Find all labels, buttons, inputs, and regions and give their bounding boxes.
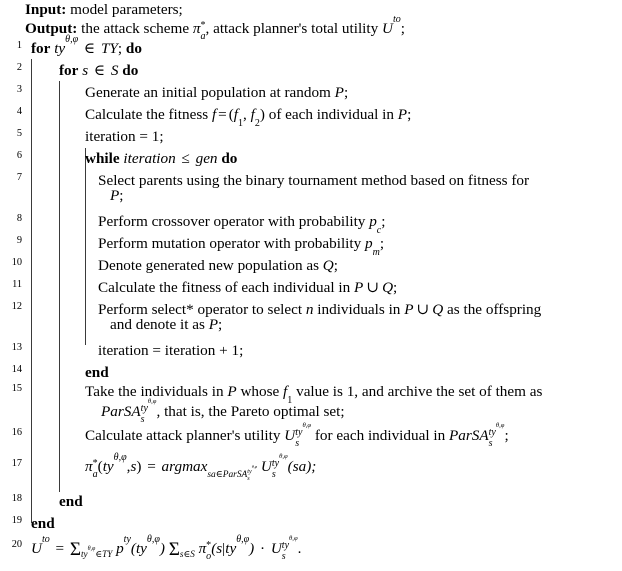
var-Q-11: Q (382, 279, 394, 296)
keyword-end-14: end (85, 364, 109, 381)
input-label: Input: (25, 1, 67, 18)
argmax-operator: argmax (161, 458, 208, 475)
line-15-text-a: Take the individuals in (85, 383, 224, 400)
fitness-expression: $f = (f_1$, $f_2$) (211, 106, 265, 129)
var-Q-10: Q (322, 257, 334, 274)
semicolon-10: ; (333, 257, 338, 274)
var-iteration: iteration (123, 150, 176, 167)
line-number-19: 19 (11, 515, 22, 526)
line-12-text-b: individuals in (317, 301, 401, 318)
u-s-ty-symbol-16: U $ty^{\theta,\varphi}$ s (284, 421, 312, 449)
pi-star-a-symbol: π * a (192, 19, 206, 42)
line-number-17: 17 (11, 458, 22, 469)
element-of-icon: ∈ (83, 40, 96, 57)
line-17-body (85, 451, 317, 486)
union-icon-11: ∪ (366, 279, 380, 296)
line-4-text-a: Calculate the fitness (85, 106, 209, 123)
var-gen: gen (195, 150, 218, 167)
line-4-body (85, 106, 412, 129)
line-9-text: Perform mutation operator with probability (98, 235, 362, 252)
var-P-11: P (354, 279, 364, 296)
pi-star-a-symbol-17: π * a $(ty^{\theta,\varphi},s)$ (85, 451, 142, 480)
line-8-text: Perform crossover operator with probability (98, 213, 366, 230)
line-11-text: Calculate the fitness of each individual in (98, 279, 351, 296)
line-number-8: 8 (16, 213, 22, 224)
line-number-11: 11 (12, 279, 22, 290)
line-number-14: 14 (11, 364, 22, 375)
semicolon-12: ; (217, 316, 223, 334)
line-11-body (98, 280, 397, 295)
line-15-text-c: value is 1, and archive the set of them as (296, 383, 543, 400)
line-number-6: 6 (16, 150, 22, 161)
line-9-body (98, 235, 385, 258)
line-number-13: 13 (11, 342, 22, 353)
keyword-do-1: do (125, 40, 142, 57)
output-text-end: ; (400, 20, 406, 37)
line-12-continuation (98, 317, 541, 332)
line-3-body (85, 85, 348, 100)
line-number-9: 9 (16, 235, 22, 246)
set-S: S (110, 62, 119, 79)
line-10-text: Denote generated new population as (98, 257, 319, 274)
line-10-body (98, 258, 338, 273)
var-P-7: P (110, 187, 120, 205)
line-13-text: iteration = iteration + 1; (98, 342, 244, 359)
keyword-end-19: end (31, 515, 55, 532)
var-n-12: n (305, 301, 314, 318)
output-text-mid: , attack planner's total utility (205, 20, 379, 37)
line-17-tail: (sa); (287, 458, 317, 475)
ty-theta-phi-symbol: $ty^{\theta,\varphi}$ (54, 33, 79, 57)
indent-rule-level2 (59, 81, 60, 492)
line-number-16: 16 (11, 427, 22, 438)
var-P-3: P (334, 84, 344, 101)
period-20: . (297, 540, 302, 558)
element-of-icon-2: ∈ (93, 62, 106, 79)
line-number-7: 7 (16, 172, 22, 183)
keyword-for-2: for (59, 62, 79, 79)
pi-star-o-expression: π * o $(s|ty^{\theta,\varphi})$ (198, 533, 255, 562)
equals-20: = (55, 540, 65, 558)
semicolon-4: ; (407, 106, 412, 123)
keyword-do-2: do (122, 62, 139, 79)
semicolon-8: ; (381, 213, 386, 230)
semicolon-9: ; (379, 235, 385, 252)
keyword-while: while (85, 150, 120, 167)
line-number-5: 5 (16, 128, 22, 139)
keyword-end-18: end (59, 493, 83, 510)
p-ty-expression: $p^{ty}(ty^{\theta,\varphi})$ (116, 533, 165, 558)
line-6-body (85, 151, 237, 166)
less-or-equal-icon: ≤ (181, 150, 190, 167)
line-12-body (98, 302, 541, 332)
semicolon-11: ; (393, 279, 398, 296)
line-number-18: 18 (11, 493, 22, 504)
line-number-1: 1 (16, 40, 22, 51)
line-number-10: 10 (11, 257, 22, 268)
output-text-pre: the attack scheme (81, 20, 190, 37)
var-P-4: P (397, 106, 408, 123)
u-s-ty-symbol-20: U $ty^{\theta,\varphi}$ s (270, 535, 298, 562)
var-P-12: P (404, 301, 414, 318)
line-5-body (85, 129, 164, 144)
u-s-ty-symbol-17: U $ty^{\theta,\varphi}$ s (260, 452, 288, 480)
line-16-body (85, 421, 509, 454)
line-13-body (98, 343, 243, 358)
line-12-text-a: Perform select* operator to select (98, 301, 303, 318)
parsa-s-ty-symbol-15: ParSA $ty^{\theta,\varphi}$ s (101, 398, 157, 425)
line-15-body (85, 384, 542, 430)
algorithm-input-line (25, 2, 183, 17)
line-number-20: 20 (11, 539, 22, 550)
f1-symbol: $f_1$ (283, 383, 293, 406)
semicolon-16: ; (504, 427, 509, 444)
cdot-icon: · (260, 540, 266, 558)
line-12-cont-text: and denote it as (110, 316, 205, 334)
var-P-12b: P (208, 316, 218, 334)
prob-pm-symbol: $p_m$ (365, 235, 380, 258)
line-number-12: 12 (11, 301, 22, 312)
line-number-15: 15 (11, 383, 22, 394)
line-3-text: Generate an initial population at random (85, 84, 331, 101)
indent-rule-level3 (85, 148, 86, 345)
line-number-4: 4 (16, 106, 22, 117)
line-7-body (98, 173, 529, 203)
line-15-cont-text: , that is, the Pareto optimal set; (156, 403, 345, 421)
var-P-15: P (227, 383, 237, 400)
line-number-3: 3 (16, 84, 22, 95)
semicolon-1: ; (117, 40, 123, 57)
semicolon-7: ; (119, 187, 124, 205)
parsa-s-ty-symbol-16: ParSA $ty^{\theta,\varphi}$ s (448, 421, 505, 449)
union-icon-12: ∪ (416, 301, 430, 318)
line-5-text: iteration = 1; (85, 128, 164, 145)
line-number-2: 2 (16, 62, 22, 73)
indent-rule-level1 (31, 59, 32, 523)
line-20-body (31, 533, 302, 567)
keyword-for-1: for (31, 40, 51, 57)
line-7-continuation (98, 188, 529, 203)
input-text: model parameters; (70, 1, 183, 18)
semicolon-3: ; (343, 84, 349, 101)
var-Q-12: Q (432, 301, 444, 318)
line-4-text-b: of each individual in (268, 106, 394, 123)
u-to-symbol: $U^{to}$ (382, 13, 401, 37)
equals-17: = (147, 458, 156, 475)
line-7-text: Select parents using the binary tournament method based on fitness for (98, 172, 530, 189)
line-19-body (31, 516, 55, 531)
line-18-body (59, 494, 83, 509)
output-label: Output: (25, 20, 78, 37)
sum-over-ty: $\Sigma_{ty^{\theta,\varphi}\in TY}$ (69, 539, 113, 560)
line-8-body (98, 213, 386, 236)
var-s: s (82, 62, 89, 79)
line-14-body (85, 365, 109, 380)
sum-over-s: $\Sigma_{s\in S}$ (168, 539, 195, 560)
line-16-text-b: for each individual in (314, 427, 446, 444)
line-2-body (59, 63, 138, 78)
line-16-text-a: Calculate attack planner's utility (85, 427, 281, 444)
line-12-text-c: as the offspring (447, 301, 542, 318)
u-to-symbol-20: $U^{to}$ (31, 533, 50, 558)
ty-superscript: θ,φ (65, 33, 79, 45)
argmax-subscript: sa∈ParSA tyθ,φ s (207, 464, 258, 483)
line-15-text-b: whose (240, 383, 280, 400)
set-TY: TY (100, 40, 118, 57)
keyword-do-6: do (221, 150, 238, 167)
prob-pc-symbol: $p_c$ (369, 213, 382, 236)
